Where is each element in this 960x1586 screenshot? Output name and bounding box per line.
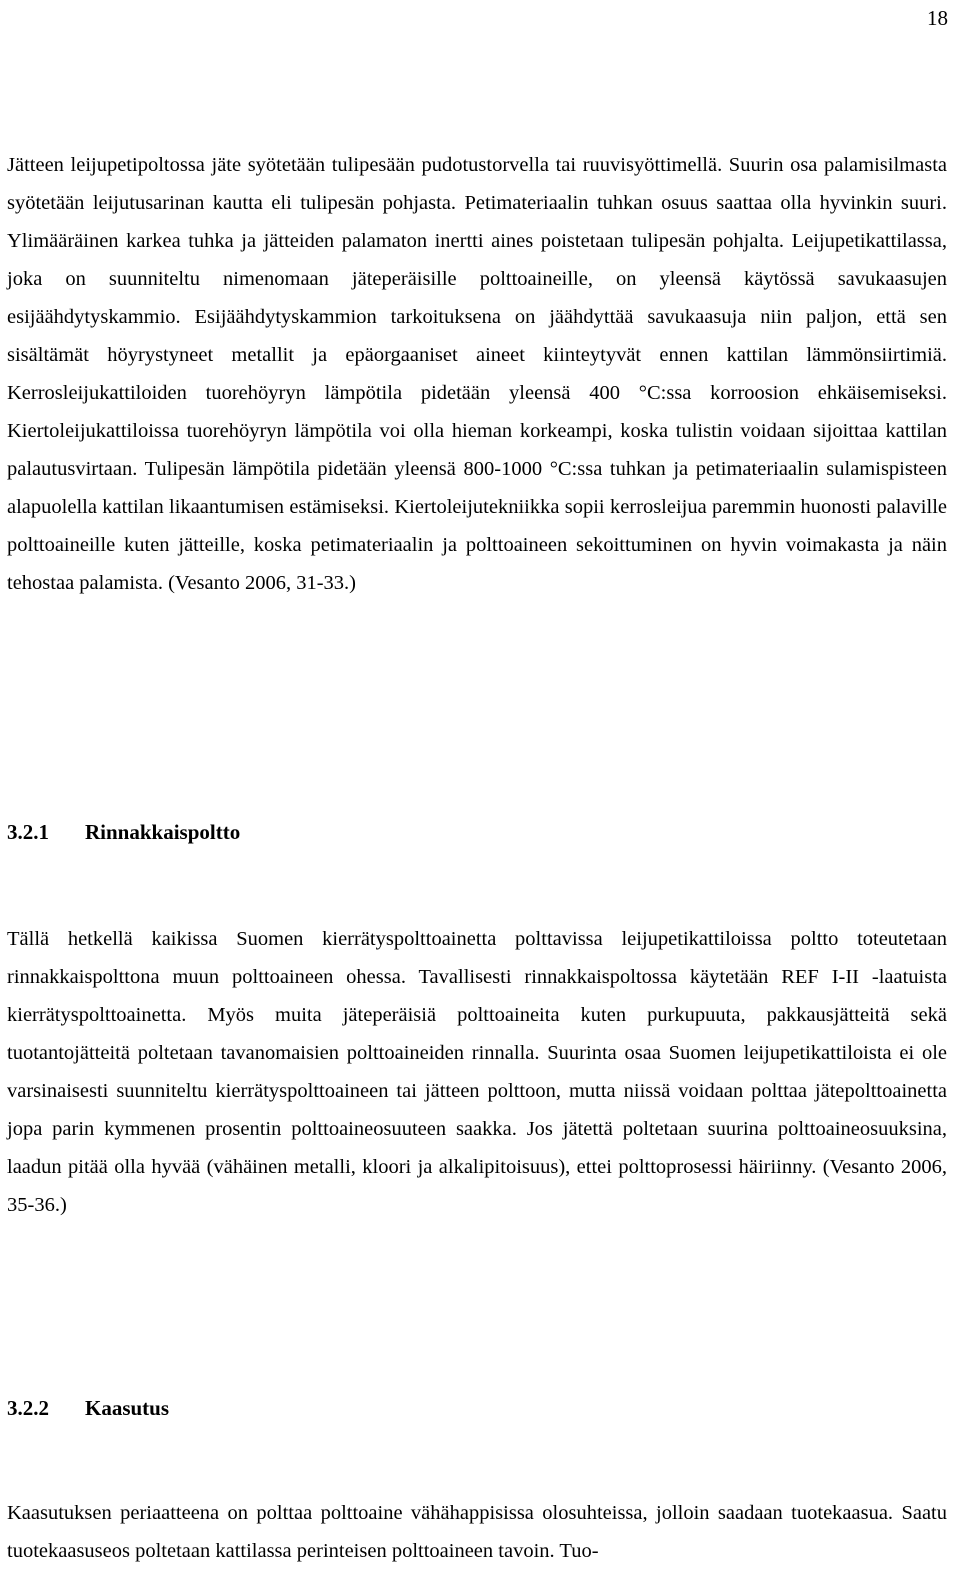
page-number: 18	[927, 6, 948, 30]
intro-paragraph: Jätteen leijupetipoltossa jäte syötetään tulipesään pudotustorvella tai ruuvisyöttimellä. Suurin osa palamisilmasta syötetään leijutusarinan kautta eli tulipesän pohjasta. Petimateriaalin tuhkan osuus saattaa olla hyvinkin suuri. Ylimääräinen karkea tuhka ja jätteiden palamaton inertti aines poistetaan tulipesän pohjalta. Leijupetikattilassa, joka on suunniteltu nimenomaan jäteperäisille polttoaineille, on yleensä käytössä savukaasujen esijäähdytyskammio. Esijäähdytyskammion tarkoituksena on jäähdyttää savukaasuja niin paljon, että sen sisältämät höyrystyneet metallit ja epäorgaaniset aineet kiinteytyvät ennen kattilan lämmönsiirtimiä. Kerrosleijukattiloiden tuorehöyryn lämpötila pidetään yleensä 400 °C:ssa korroosion ehkäisemiseksi. Kiertoleijukattiloissa tuorehöyryn lämpötila voi olla hieman korkeampi, koska tulistin voidaan sijoittaa kattilan palautusvirtaan. Tulipesän lämpötila pidetään yleensä 800-1000 °C:ssa tuhkan ja petimateriaalin sulamispisteen alapuolella kattilan likaantumisen estämiseksi. Kiertoleijutekniikka sopii kerrosleijua paremmin huonosti palaville polttoaineille kuten jätteille, koska petimateriaalin ja polttoaineen sekoittuminen on hyvin voimakasta ja näin tehostaa palamista. (Vesanto 2006, 31-33.)	[7, 154, 947, 594]
section-title: Rinnakkaispoltto	[85, 820, 241, 844]
section-heading-kaasutus	[7, 1394, 169, 1422]
section-number: 3.2.1	[7, 820, 49, 844]
section-number: 3.2.2	[7, 1396, 49, 1420]
section-heading-rinnakkaispoltto	[7, 818, 240, 846]
rinnakkaispoltto-paragraph: Tällä hetkellä kaikissa Suomen kierrätyspolttoainetta polttavissa leijupetikattiloissa poltto toteutetaan rinnakkaispolttona muun polttoaineen ohessa. Tavallisesti rinnakkaispoltossa käytetään REF I-II -laatuista kierrätyspolttoainetta. Myös muita jäteperäisiä polttoaineita kuten purkupuuta, pakkausjätteitä sekä tuotantojätteitä poltetaan tavanomaisien polttoaineiden rinnalla. Suurinta osaa Suomen leijupetikattiloista ei ole varsinaisesti suunniteltu kierrätyspolttoaineen tai jätteen polttoon, mutta niissä voidaan polttaa jätepolttoainetta jopa parin kymmenen prosentin polttoaineosuuteen saakka. Jos jätettä poltetaan suurina polttoaineosuuksina, laadun pitää olla hyvää (vähäinen metalli, kloori ja alkalipitoisuus), ettei polttoprosessi häiriinny. (Vesanto 2006, 35-36.)	[7, 928, 947, 1216]
section-title: Kaasutus	[85, 1396, 170, 1420]
kaasutus-paragraph: Kaasutuksen periaatteena on polttaa polttoaine vähähappisissa olosuhteissa, jolloin saadaan tuotekaasua. Saatu tuotekaasuseos poltetaan kattilassa perinteisen polttoaineen tavoin. Tuo-	[7, 1502, 947, 1562]
